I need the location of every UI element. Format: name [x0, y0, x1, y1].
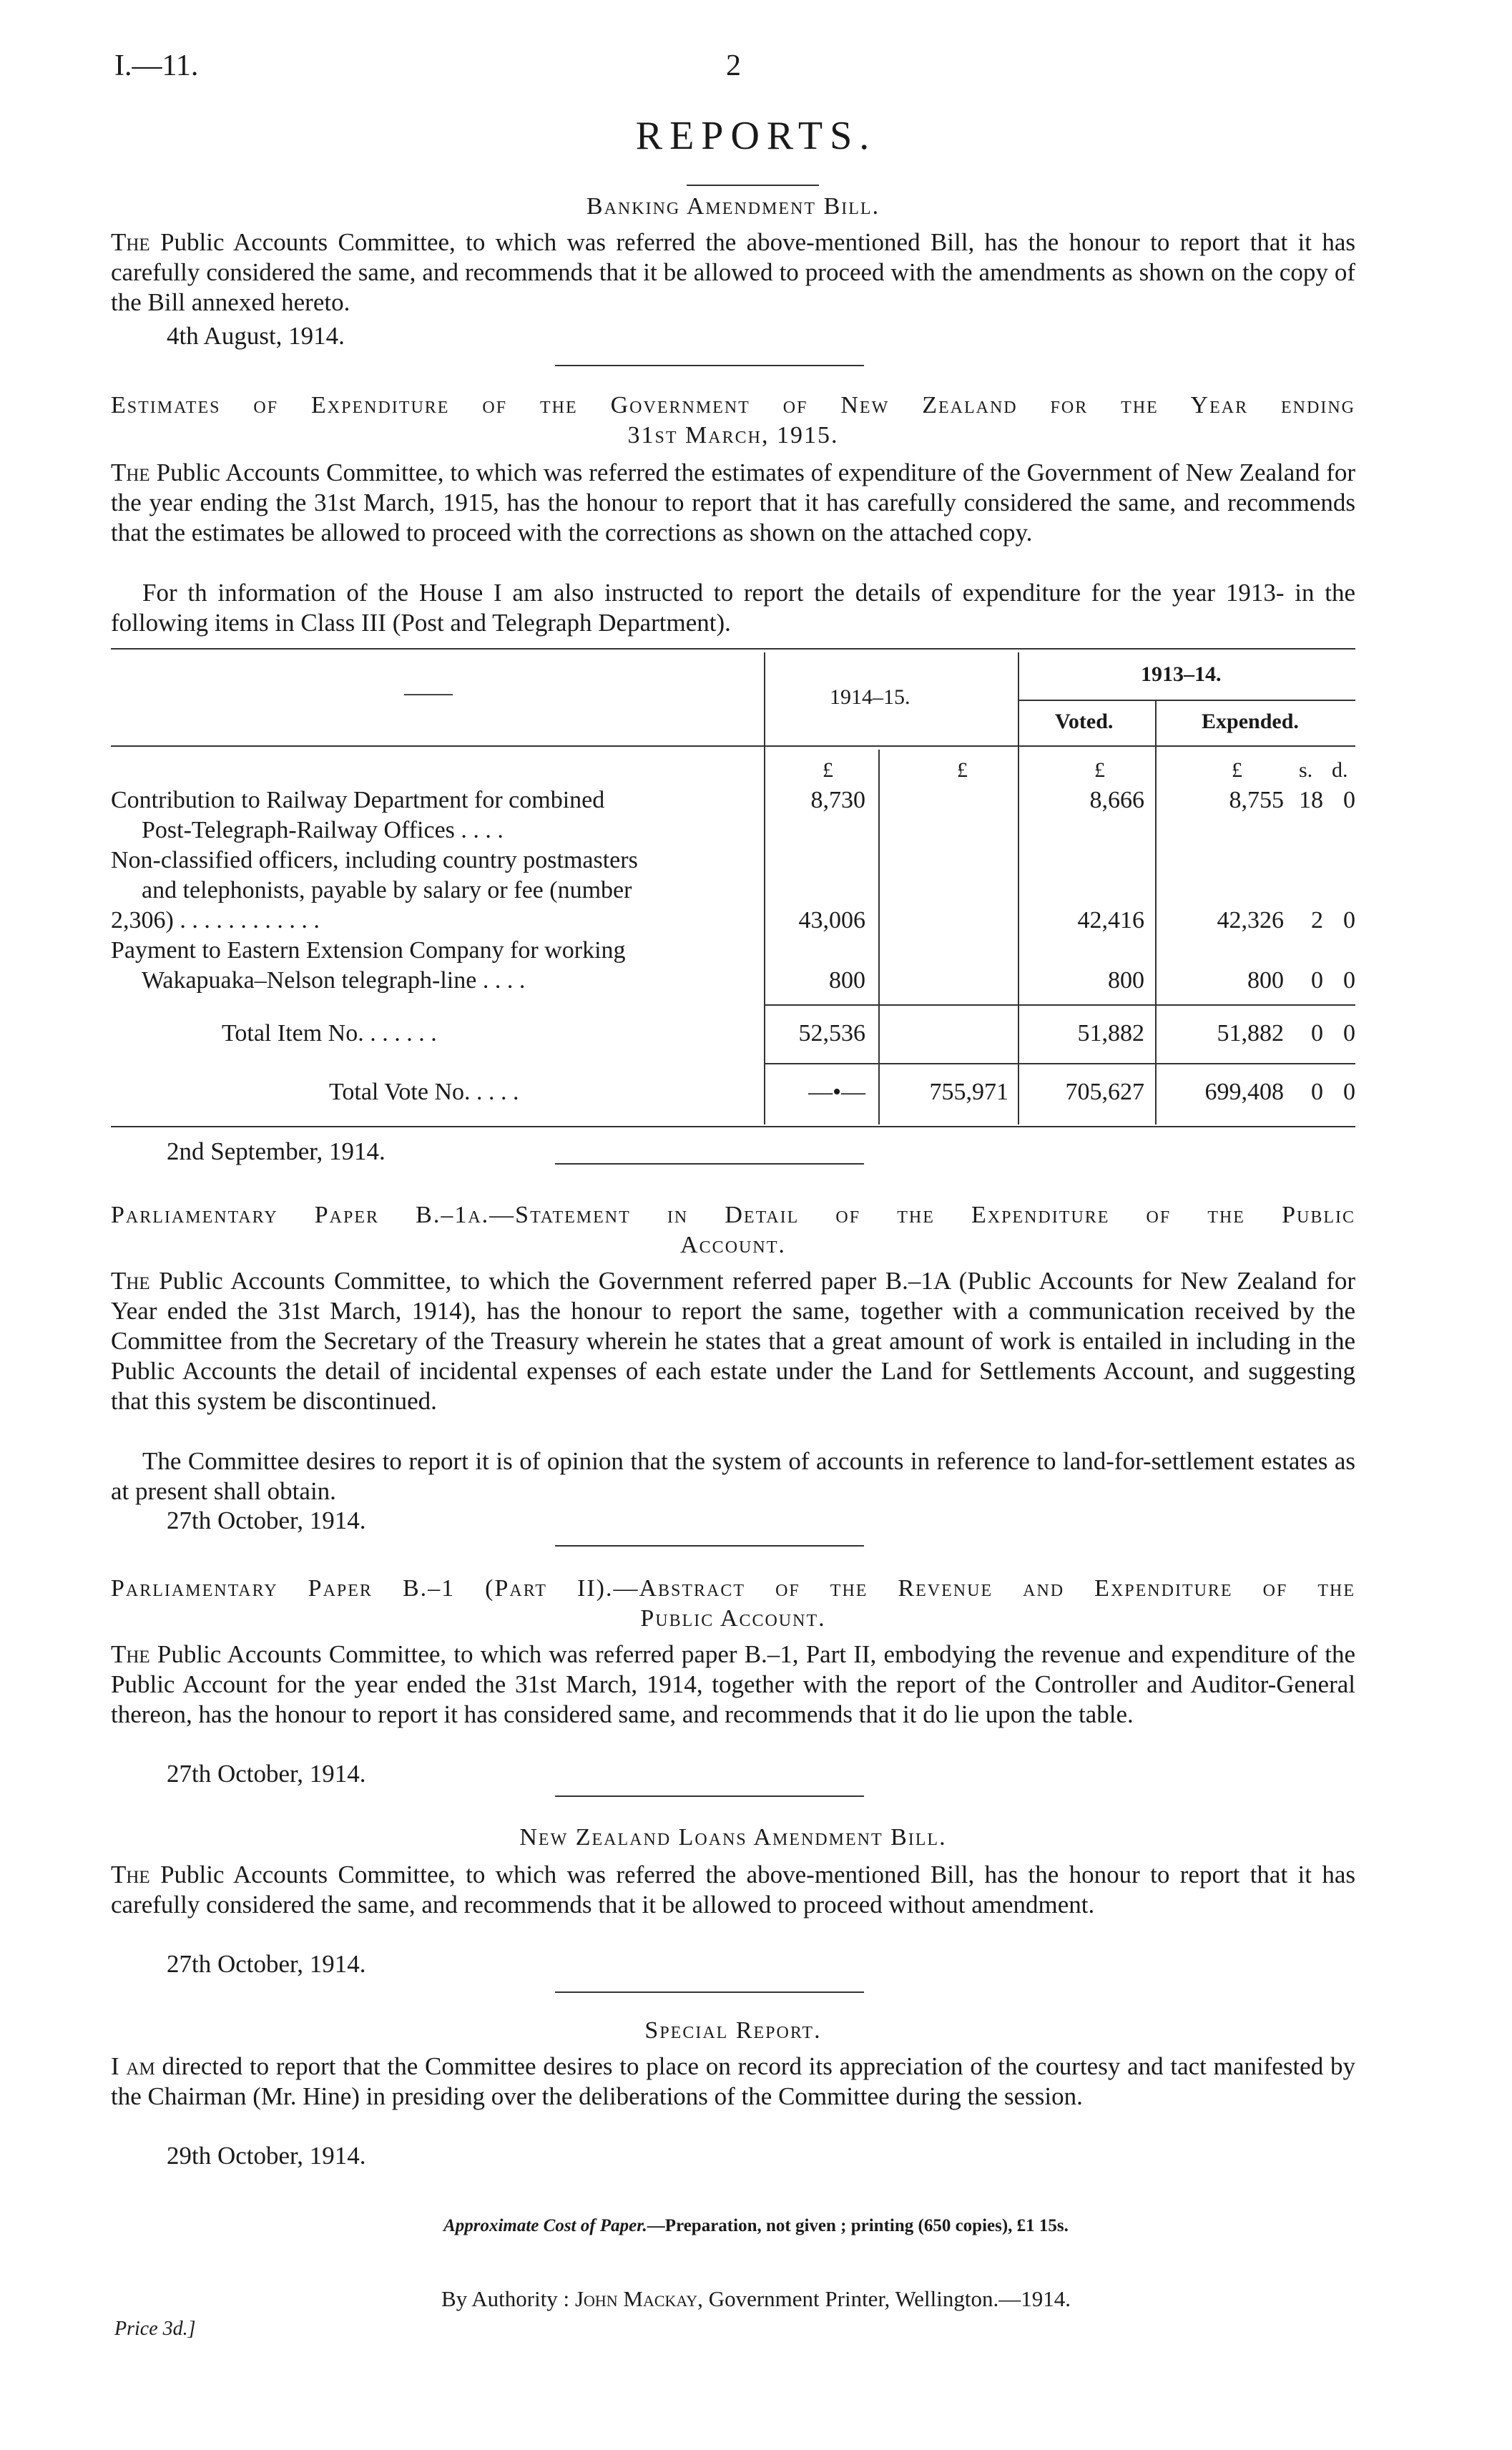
b1a-rule — [555, 1545, 864, 1547]
b1a-text-2: The Committee desires to report it is of opinion that the system of accounts in reference to land-for-settlement estates as at present shall obtain. — [111, 1447, 1355, 1505]
unit-a: £ — [823, 758, 833, 782]
loans-body — [111, 1860, 1355, 1920]
page-title: REPORTS. — [635, 114, 877, 158]
total-vote-exp-l: 699,408 — [1204, 1079, 1284, 1105]
b1-heading-2: Public Account. — [640, 1605, 826, 1632]
b1-lead: The — [111, 1640, 150, 1668]
loans-rule — [555, 1991, 864, 1993]
unit-p: d. — [1332, 758, 1348, 782]
cost-label: Approximate Cost of Paper. — [443, 2216, 647, 2235]
title-rule — [687, 185, 819, 186]
col-1914-15: 1914–15. — [830, 685, 910, 709]
row3-voted: 800 — [1108, 967, 1144, 994]
unit-c: £ — [1094, 758, 1105, 782]
banking-heading: Banking Amendment Bill. — [586, 193, 880, 220]
estimates-text-2: For th information of the House I am also instructed to report the details of expenditure for the year 1913- in the following items in Class III (Post and Telegraph Department). — [111, 579, 1355, 637]
row1-voted: 8,666 — [1089, 787, 1144, 813]
loans-date: 27th October, 1914. — [167, 1950, 366, 1978]
b1a-text: Public Accounts Committee, to which the Government referred paper B.–1A (Public Accounts for New Zealand for Year ended the 31st March, 1914), has the honour to report the same, together with a communication received by the Committee from the Secretary of the Treasury wherein he states that a great amount of work is entailed in including in the Public Accounts the detail of incidental expenses of each estate under the Land for Settlements Account, and suggesting that this system be discontinued. — [111, 1267, 1356, 1415]
row1-label-1: Contribution to Railway Department for combined — [111, 787, 605, 813]
total-vote-exp-d: 0 — [1343, 1079, 1355, 1105]
b1-text: Public Accounts Committee, to which was referred paper B.–1, Part II, embodying the revenue and expenditure of the Public Account for the year ended the 31st March, 1914, together with the report of the Controller and Auditor-General thereon, has the honour to report it has considered same, and recommends that it do lie upon the table. — [111, 1640, 1356, 1728]
total-item-voted: 51,882 — [1077, 1020, 1144, 1047]
row3-1914: 800 — [829, 967, 865, 994]
row2-label-2: and telephonists, payable by salary or fee (number — [142, 877, 632, 903]
row1-exp-s: 18 — [1299, 787, 1323, 813]
col-1913-14: 1913–14. — [1141, 662, 1222, 686]
b1a-lead: The — [111, 1267, 150, 1295]
estimates-lead: The — [111, 459, 150, 486]
special-text: directed to report that the Committee desires to place on record its appreciation of the courtesy and tact manifested by the Chairman (Mr. Hine) in presiding over the deliberations of the Committee during the session. — [111, 2052, 1355, 2110]
authority-line — [0, 2286, 1512, 2312]
row2-1914: 43,006 — [798, 907, 865, 934]
cost-text: —Preparation, not given ; printing (650 copies), £1 15s. — [647, 2216, 1069, 2235]
b1a-heading-2: Account. — [680, 1232, 786, 1258]
special-lead: I am — [111, 2052, 155, 2080]
vline-1 — [764, 652, 765, 1124]
total-vote-exp-s: 0 — [1311, 1079, 1323, 1105]
banking-text: Public Accounts Committee, to which was referred the above-mentioned Bill, has the honour to report that it has carefully considered the same, and recommends that it be allowed to proceed with the amendments as shown on the copy of the Bill annexed hereto. — [111, 228, 1355, 316]
col-voted: Voted. — [1055, 710, 1114, 733]
table-dash: —— — [404, 680, 453, 706]
total-item-label: Total Item No. . . . . . . — [222, 1020, 437, 1047]
b1-date: 27th October, 1914. — [167, 1760, 366, 1788]
total-vote-voted: 705,627 — [1065, 1079, 1144, 1105]
table-sub-rule — [1018, 700, 1355, 701]
row1-exp-l: 8,755 — [1229, 787, 1284, 813]
row2-voted: 42,416 — [1077, 907, 1144, 934]
estimates-heading-2: 31st March, 1915. — [627, 422, 839, 449]
price: Price 3d.] — [114, 2318, 196, 2340]
loans-lead: The — [111, 1861, 150, 1888]
row1-exp-d: 0 — [1343, 787, 1355, 813]
estimates-rule — [555, 1163, 864, 1165]
b1a-body — [111, 1266, 1355, 1416]
unit-d: £ — [1232, 758, 1242, 782]
b1a-heading-1: Parliamentary Paper B.–1a.—Statement in Detail of the Expenditure of the Public — [111, 1202, 1355, 1228]
estimates-body-2 — [111, 578, 1355, 638]
printer-name: John Mackay, — [574, 2286, 703, 2311]
authority-suffix: Government Printer, Wellington.—1914. — [708, 2286, 1071, 2311]
banking-date: 4th August, 1914. — [167, 322, 345, 350]
row3-rule — [765, 1004, 1355, 1006]
row1-1914: 8,730 — [810, 787, 865, 813]
cost-line — [0, 2216, 1512, 2236]
total-item-exp-s: 0 — [1311, 1020, 1323, 1047]
row1-label-2: Post-Telegraph-Railway Offices . . . . — [142, 817, 504, 843]
loans-text: Public Accounts Committee, to which was referred the above-mentioned Bill, has the honour to report that it has carefully considered the same, and recommends that it be allowed to proceed without amendment. — [111, 1861, 1355, 1919]
row3-exp-l: 800 — [1247, 967, 1284, 994]
total-vote-1914: —•— — [808, 1079, 865, 1105]
banking-lead: The — [111, 228, 150, 256]
total-item-exp-l: 51,882 — [1217, 1020, 1284, 1047]
unit-s: s. — [1299, 758, 1313, 782]
estimates-heading-1: Estimates of Expenditure of the Government of New Zealand for the Year ending — [111, 392, 1355, 418]
b1-body — [111, 1640, 1355, 1730]
loans-heading: New Zealand Loans Amendment Bill. — [519, 1824, 947, 1851]
table-bottom-rule — [111, 1126, 1355, 1127]
row3-label-2: Wakapuaka–Nelson telegraph-line . . . . — [142, 967, 526, 994]
row3-label-1: Payment to Eastern Extension Company for working — [111, 937, 626, 964]
table-head-rule — [111, 745, 1355, 747]
total-vote-label: Total Vote No. . . . . — [329, 1079, 519, 1105]
b1a-date: 27th October, 1914. — [167, 1506, 366, 1534]
total-item-rule — [765, 1063, 1355, 1064]
row3-exp-d: 0 — [1343, 967, 1355, 994]
vline-4 — [1155, 701, 1157, 1124]
unit-b: £ — [957, 758, 968, 782]
paper-id: I.—11. — [114, 49, 199, 82]
special-heading: Special Report. — [644, 2017, 822, 2044]
row3-exp-s: 0 — [1311, 967, 1323, 994]
row2-exp-l: 42,326 — [1217, 907, 1284, 934]
estimates-text: Public Accounts Committee, to which was referred the estimates of expenditure of the Government of New Zealand for the year ending the 31st March, 1915, has the honour to report that it has carefully considered the same, and recommends that the estimates be allowed to proceed with the corrections as shown on the attached copy. — [111, 459, 1355, 547]
row2-exp-s: 2 — [1311, 907, 1323, 934]
estimates-date: 2nd September, 1914. — [167, 1137, 386, 1165]
total-item-exp-d: 0 — [1343, 1020, 1355, 1047]
row2-exp-d: 0 — [1343, 907, 1355, 934]
authority-prefix: By Authority : — [441, 2286, 570, 2311]
special-body — [111, 2052, 1355, 2112]
row2-label-1: Non-classified officers, including country postmasters — [111, 847, 638, 873]
b1a-body-2 — [111, 1446, 1355, 1506]
page-number: 2 — [726, 49, 741, 82]
banking-rule — [555, 365, 864, 366]
col-expended: Expended. — [1202, 710, 1299, 733]
banking-body — [111, 227, 1355, 318]
table-top-rule — [111, 648, 1355, 650]
vline-2 — [878, 750, 880, 1124]
total-vote-total: 755,971 — [929, 1079, 1008, 1105]
special-date: 29th October, 1914. — [167, 2142, 366, 2170]
row2-label-3: 2,306) . . . . . . . . . . . . — [111, 907, 320, 934]
b1-rule — [555, 1795, 864, 1797]
estimates-body — [111, 458, 1355, 548]
b1-heading-1: Parliamentary Paper B.–1 (Part II).—Abstract of the Revenue and Expenditure of the — [111, 1575, 1355, 1602]
total-item-1914: 52,536 — [798, 1020, 865, 1047]
vline-3 — [1018, 652, 1019, 1124]
